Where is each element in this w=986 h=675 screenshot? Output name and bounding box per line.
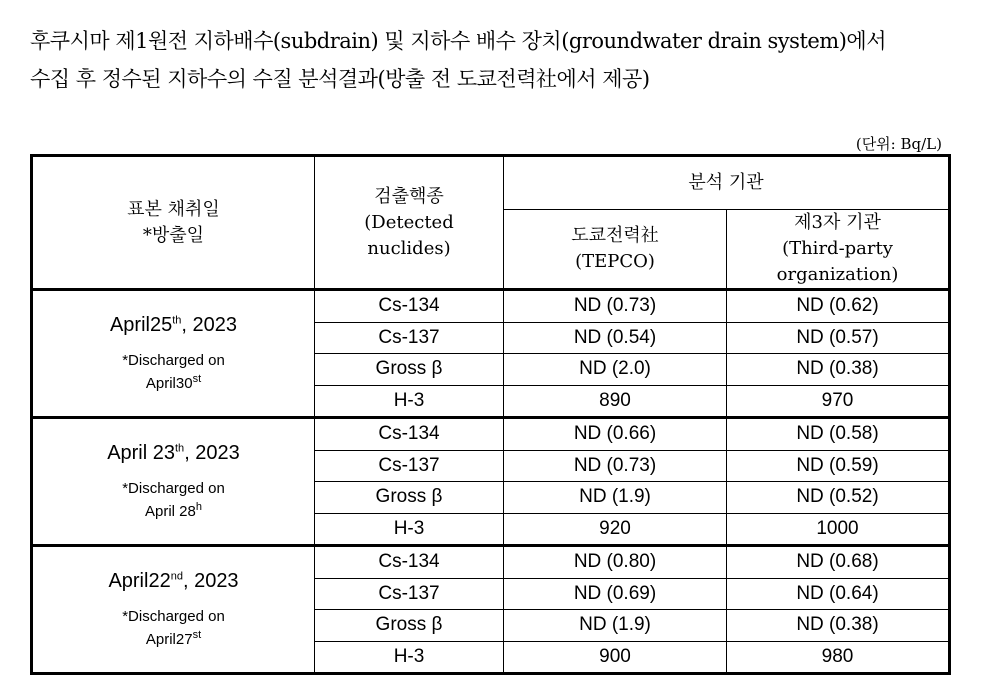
- third-party-value: ND (0.59): [727, 450, 950, 482]
- third-party-value: ND (0.52): [727, 482, 950, 514]
- nuclide-cell: H-3: [315, 385, 504, 418]
- tepco-value: ND (0.73): [504, 290, 727, 323]
- tepco-value: ND (1.9): [504, 610, 727, 642]
- header-agency: 분석 기관: [504, 156, 950, 210]
- tepco-value: ND (0.80): [504, 546, 727, 579]
- nuclide-cell: Cs-137: [315, 578, 504, 610]
- third-party-value: ND (0.38): [727, 610, 950, 642]
- document-title: [30, 22, 886, 98]
- sample-date-cell: [32, 290, 315, 418]
- third-party-value: 1000: [727, 513, 950, 546]
- third-party-value: ND (0.62): [727, 290, 950, 323]
- third-party-value: ND (0.38): [727, 354, 950, 386]
- header-tepco-ko: 도쿄전력社: [571, 225, 659, 246]
- third-party-value: 970: [727, 385, 950, 418]
- nuclide-cell: Gross β: [315, 482, 504, 514]
- tepco-value: ND (0.54): [504, 322, 727, 354]
- nuclide-cell: Cs-134: [315, 290, 504, 323]
- tepco-value: ND (0.69): [504, 578, 727, 610]
- sample-date: April 23th, 2023: [107, 442, 240, 464]
- header-tepco: [504, 210, 727, 290]
- nuclide-cell: Gross β: [315, 610, 504, 642]
- header-nuclide-ko: 검출핵종: [374, 185, 444, 207]
- nuclide-cell: Cs-134: [315, 418, 504, 451]
- results-table: [30, 154, 951, 675]
- nuclide-cell: Gross β: [315, 354, 504, 386]
- header-third-party: [727, 210, 950, 290]
- title-line-2: 수집 후 정수된 지하수의 수질 분석결과(방출 전 도쿄전력社에서 제공): [30, 67, 650, 91]
- third-party-value: ND (0.58): [727, 418, 950, 451]
- table-row: [32, 418, 950, 451]
- title-line-1: 후쿠시마 제1원전 지하배수(subdrain) 및 지하수 배수 장치(groundwater drain system)에서: [30, 29, 886, 53]
- header-sample-date: [32, 156, 315, 290]
- header-tepco-en: (TEPCO): [575, 251, 655, 272]
- discharge-date: *Discharged on April 28$^h$: [122, 480, 225, 520]
- nuclide-cell: Cs-137: [315, 322, 504, 354]
- sample-date: April25th, 2023: [109, 314, 238, 336]
- third-party-value: ND (0.57): [727, 322, 950, 354]
- header-discharge-ko: *방출일: [142, 224, 205, 246]
- tepco-value: ND (2.0): [504, 354, 727, 386]
- header-nuclide-en2: nuclides): [367, 237, 451, 259]
- third-party-value: ND (0.64): [727, 578, 950, 610]
- sample-date-cell: [32, 418, 315, 546]
- tepco-value: 900: [504, 641, 727, 674]
- third-party-value: 980: [727, 641, 950, 674]
- header-date-ko: 표본 채취일: [127, 198, 220, 220]
- discharge-date: *Discharged on April27st: [122, 608, 225, 648]
- tepco-value: 890: [504, 385, 727, 418]
- nuclide-cell: H-3: [315, 641, 504, 674]
- unit-label: (단위: Bq/L): [855, 135, 942, 153]
- sample-date-cell: [32, 546, 315, 674]
- header-nuclide-en1: (Detected: [364, 211, 454, 233]
- table-row: [32, 290, 950, 323]
- tepco-value: ND (0.73): [504, 450, 727, 482]
- sample-date: April22nd, 2023: [108, 570, 239, 592]
- header-third-en2: organization): [776, 264, 899, 285]
- third-party-value: ND (0.68): [727, 546, 950, 579]
- header-nuclide: [315, 156, 504, 290]
- header-third-en1: (Third-party: [782, 238, 893, 259]
- tepco-value: ND (0.66): [504, 418, 727, 451]
- tepco-value: 920: [504, 513, 727, 546]
- discharge-date: *Discharged on April30st: [122, 352, 225, 392]
- header-third-ko: 제3자 기관: [794, 212, 881, 233]
- nuclide-cell: H-3: [315, 513, 504, 546]
- table-row: [32, 546, 950, 579]
- nuclide-cell: Cs-137: [315, 450, 504, 482]
- tepco-value: ND (1.9): [504, 482, 727, 514]
- nuclide-cell: Cs-134: [315, 546, 504, 579]
